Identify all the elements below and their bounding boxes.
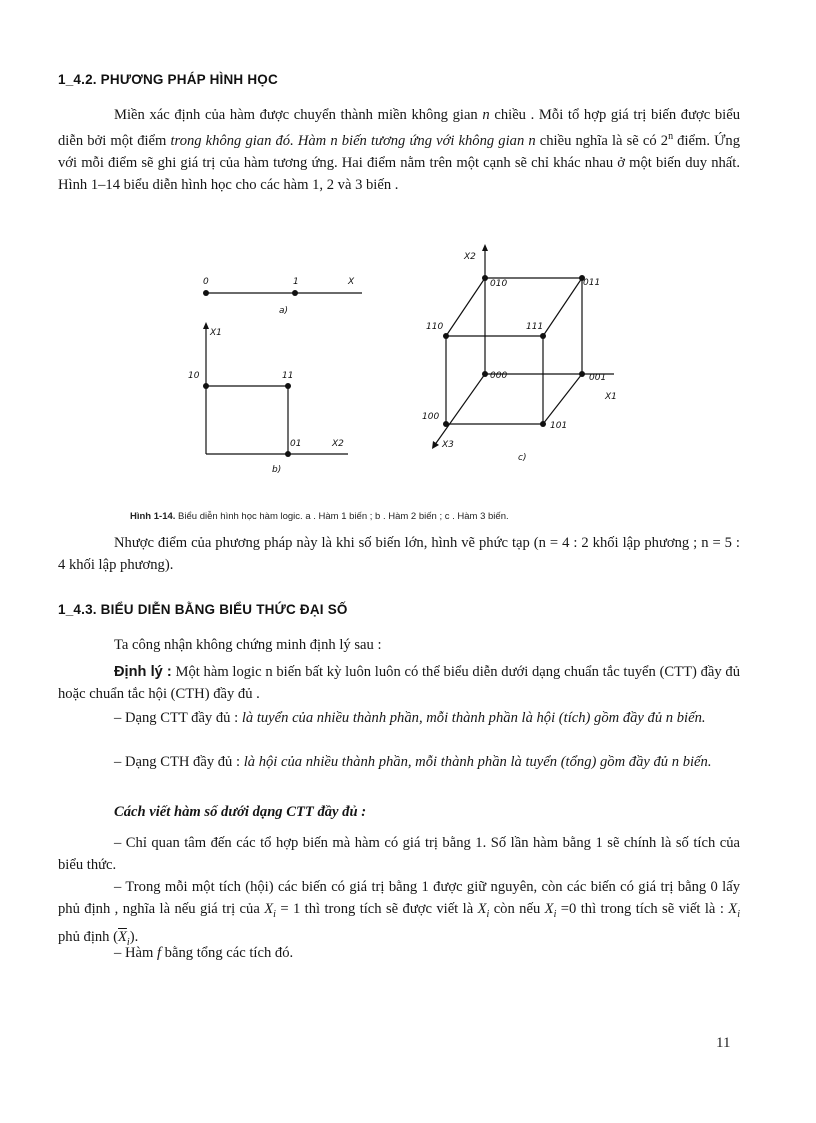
paragraph-intro: Ta công nhận không chứng minh định lý sau :: [114, 637, 382, 653]
p1-text-e: chiều nghĩa là sẽ có 2: [535, 132, 669, 149]
p1-text-f: điểm. Ứng với mỗi điểm sẽ ghi giá trị của hàm tương ứng. Hai điểm nằm trên một cạnh sẽ chỉ khác nhau ở một biến duy nhất. Hình 1–14 biểu diễn hình học cho các hàm 1, 2 và 3 biến .: [58, 132, 741, 193]
p1-var-n2: n: [330, 132, 338, 149]
b2-var-xi-negated: $\overline{X}$: [118, 928, 127, 945]
p1-text-b: chiều . Mỗi tổ hợp giá trị biến được biểu diễn bởi một điểm: [58, 107, 740, 149]
paragraph-theorem: [58, 661, 740, 705]
b3-text-b: bằng tổng các tích đó.: [161, 945, 294, 961]
label-001: 001: [589, 373, 607, 383]
b2-sub-i-4: i: [737, 908, 740, 920]
paragraph-ctt-definition: [58, 707, 740, 729]
subheading-text: Cách viết hàm số dưới dạng CTT đầy đủ :: [114, 804, 367, 820]
label-100: 100: [422, 412, 440, 422]
edge-000-axis-x3: [434, 374, 485, 446]
axis-x1-arrow: [203, 322, 209, 329]
b3-text-a: – Hàm: [114, 945, 157, 961]
p1-text-a: Miền xác định của hàm được chuyển thành miền không gian: [114, 107, 483, 123]
label-c: c): [518, 453, 527, 463]
figure-1-14: [180, 238, 660, 478]
cth-text: là hội của nhiều thành phần, mỗi thành phần là tuyển (tổng) gồm đầy đủ n biến.: [243, 754, 712, 770]
label-a: a): [279, 306, 289, 316]
label-axis-x3-cube: X3: [442, 440, 454, 450]
point-100: [443, 421, 449, 427]
label-010: 010: [490, 279, 508, 289]
b2-sub-i-5: i: [126, 936, 130, 948]
b2-sub-i-2: i: [486, 908, 490, 920]
point-10: [203, 383, 209, 389]
edge-011-111: [543, 278, 582, 336]
label-axis-x2: X2: [332, 439, 344, 449]
bullet-3: [58, 942, 740, 964]
b2-var-xi: X: [264, 901, 274, 917]
bullet-1: – Chỉ quan tâm đến các tổ hợp biến mà hàm có giá trị bằng 1. Số lần hàm bằng 1 sẽ chính là số tích của biểu thức.: [58, 835, 740, 873]
cth-label: – Dạng CTH đầy đủ :: [114, 754, 244, 770]
point-111: [540, 333, 546, 339]
edge-010-110: [446, 278, 485, 336]
b2-text-b: = 1 thì trong tích sẽ được viết là: [275, 901, 478, 917]
label-000: 000: [490, 371, 508, 381]
axis-x3-arrow: [432, 441, 439, 449]
point-101: [540, 421, 546, 427]
point-010: [482, 275, 488, 281]
p1-var-n3: n: [528, 132, 536, 149]
section-heading-geometric-method: 1_4.2. PHƯƠNG PHÁP HÌNH HỌC: [58, 72, 278, 87]
b2-text-e: phủ định (: [58, 928, 118, 945]
b2-text-a: – Trong mỗi một tích (hội) các biến có giá trị bằng 1 được giữ nguyên, còn các biến có giá trị bằng 0 lấy phủ định , nghĩa là nếu giá trị của: [58, 879, 740, 917]
p1-superscript-n: n: [668, 131, 674, 142]
point-110: [443, 333, 449, 339]
point-0: [203, 290, 209, 296]
b2-var-xi-2: X: [477, 901, 487, 917]
label-101: 101: [550, 421, 568, 431]
point-1: [292, 290, 298, 296]
p1-var-n: n: [482, 107, 490, 123]
edge-001-101: [543, 374, 582, 424]
b2-var-xi-3: X: [544, 901, 554, 917]
section-heading-algebraic: 1_4.3. BIỂU DIỄN BẰNG BIỂU THỨC ĐẠI SỐ: [58, 602, 348, 617]
page-number: 11: [716, 1035, 731, 1051]
caption-text: Biểu diễn hình học hàm logic. a . Hàm 1 biến ; b . Hàm 2 biến ; c . Hàm 3 biến.: [175, 511, 509, 522]
label-1: 1: [293, 277, 299, 287]
figure-1-14-drawing: [180, 238, 660, 478]
label-axis-x1: X1: [210, 328, 222, 338]
ctt-text: là tuyển của nhiều thành phần, mỗi thành phần là hội (tích) gồm đầy đủ n biến.: [241, 710, 706, 726]
b3-var-f: f: [156, 945, 162, 961]
theorem-text: Một hàm logic n biến bất kỳ luôn luôn có thể biểu diễn dưới dạng chuẩn tắc tuyển (CTT) đầy đủ hoặc chuẩn tắc hội (CTH) đầy đủ .: [58, 664, 740, 702]
point-001: [579, 371, 585, 377]
paragraph-cth-definition: [58, 751, 740, 773]
point-000: [482, 371, 488, 377]
figure-caption: [130, 511, 509, 522]
b2-sub-i-3: i: [553, 908, 557, 920]
label-b: b): [272, 465, 282, 475]
b2-var-xi-4: X: [728, 901, 738, 917]
subheading-ctt-method: [58, 801, 740, 823]
label-11: 11: [282, 371, 294, 381]
label-axis-x1-cube: X1: [605, 392, 617, 402]
b2-sub-i: i: [273, 908, 276, 920]
axis-x2-arrow: [482, 244, 488, 251]
diagram-c-three-variables: [422, 244, 617, 463]
ctt-label: – Dạng CTT đầy đủ :: [114, 710, 242, 726]
paragraph-disadvantage: Nhược điểm của phương pháp này là khi số biến lớn, hình vẽ phức tạp (n = 4 : 2 khối lập phương ; n = 5 : 4 khối lập phương).: [58, 535, 740, 573]
diagram-b-two-variables: [188, 322, 348, 475]
paragraph-geometric-description: [58, 104, 740, 196]
p1-text-c: trong không gian đó. Hàm: [170, 132, 331, 149]
point-11: [285, 383, 291, 389]
label-011: 011: [583, 278, 601, 288]
point-01: [285, 451, 291, 457]
label-110: 110: [426, 322, 444, 332]
b2-text-d: =0 thì trong tích sẽ viết là :: [556, 901, 729, 917]
b2-text-f: ).: [129, 928, 139, 945]
theorem-label: Định lý :: [114, 664, 172, 680]
label-01: 01: [290, 439, 302, 449]
label-10: 10: [188, 371, 200, 381]
label-0: 0: [203, 277, 209, 287]
p1-text-d: biến tương ứng với không gian: [337, 132, 529, 149]
diagram-a-one-variable: [203, 277, 362, 316]
label-axis-x: X: [348, 277, 355, 287]
label-axis-x2-cube: X2: [464, 252, 476, 262]
label-111: 111: [526, 322, 544, 332]
caption-label: Hình 1-14.: [130, 511, 176, 522]
b2-text-c: còn nếu: [489, 901, 545, 917]
